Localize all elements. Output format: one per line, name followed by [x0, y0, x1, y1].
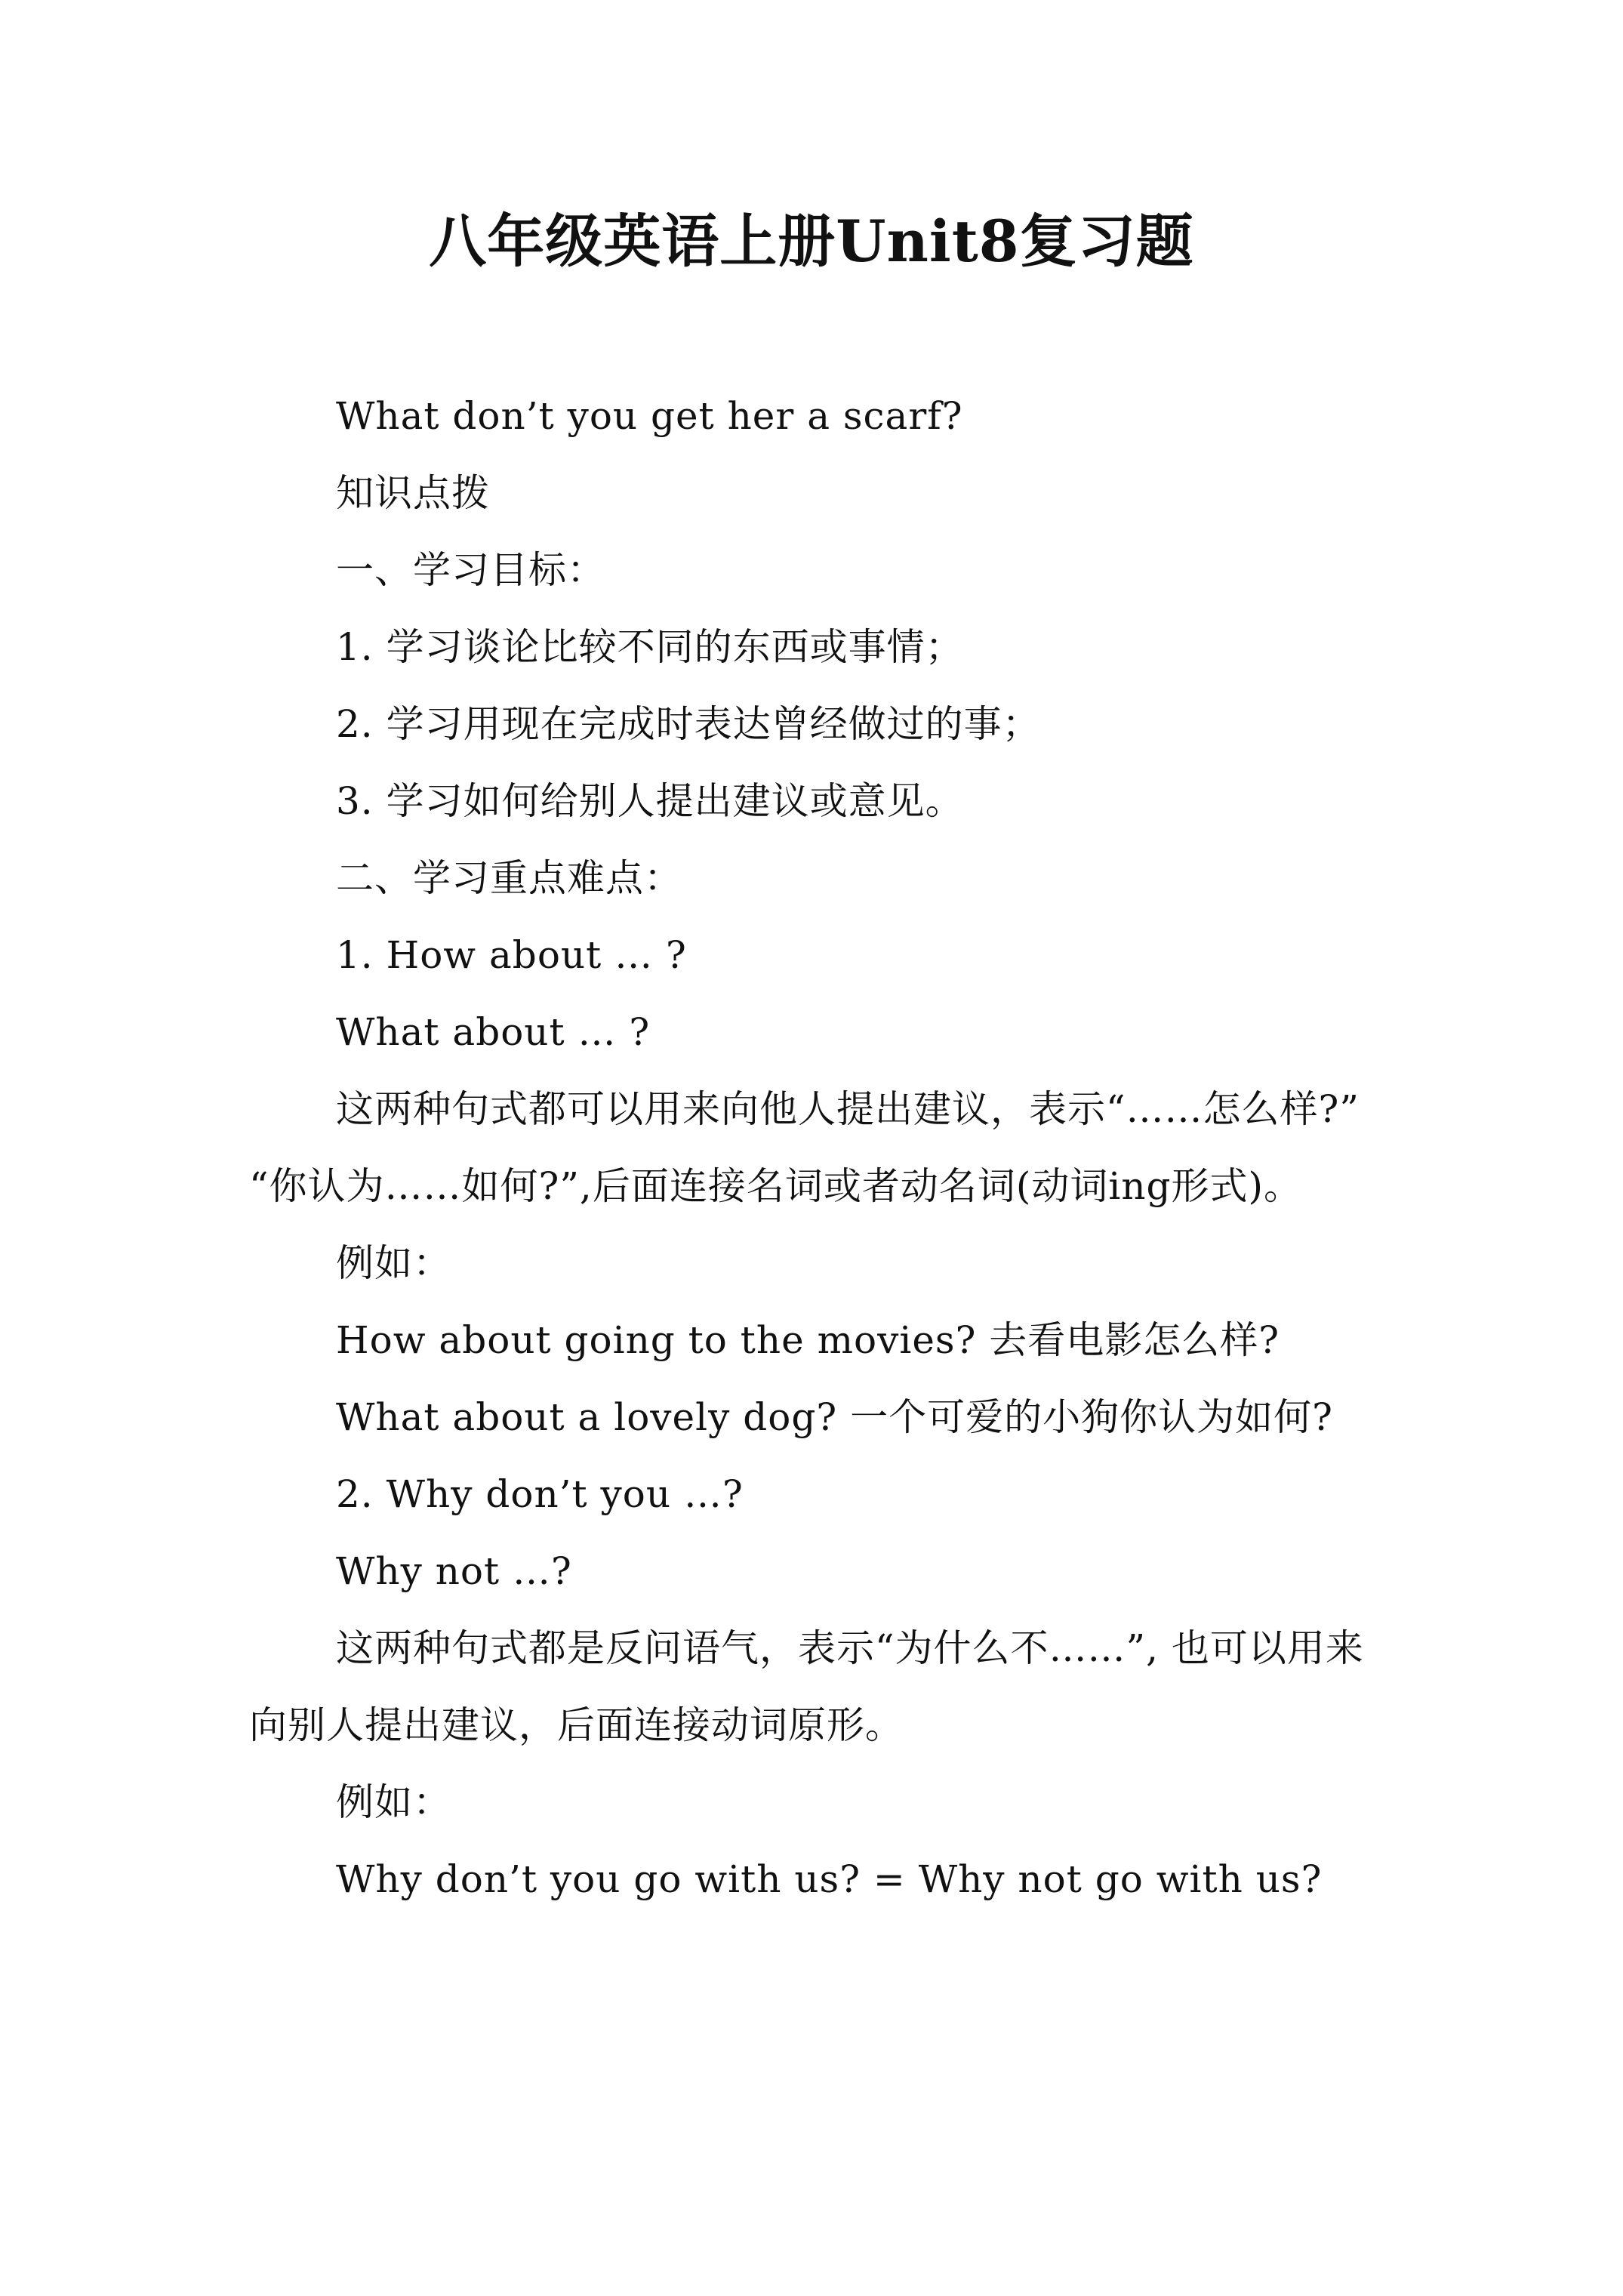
example-sentence: Why don’t you go with us? = Why not go with us? — [336, 1857, 1323, 1901]
list-item: 2. 学习用现在完成时表达曾经做过的事； — [336, 702, 1041, 746]
paragraph: 这两种句式都可以用来向他人提出建议，表示“……怎么样?” “你认为……如何?”,后面连接名词或者动名词(动词ing形式)。 — [249, 1087, 1360, 1208]
document-title: 八年级英语上册Unit8复习题 — [429, 208, 1194, 275]
list-item: 1. 学习谈论比较不同的东西或事情； — [336, 625, 964, 669]
paragraph: Why not …? — [336, 1549, 572, 1593]
example-label: 例如： — [336, 1241, 451, 1285]
list-item: 3. 学习如何给别人提出建议或意见。 — [336, 779, 964, 823]
paragraph: 这两种句式都是反问语气，表示“为什么不……”, 也可以用来向别人提出建议，后面连接动词原形。 — [249, 1626, 1364, 1747]
example-sentence: What about a lovely dog? 一个可爱的小狗你认为如何? — [336, 1395, 1333, 1439]
section-label: 知识点拨 — [336, 471, 490, 515]
paragraph: What about … ? — [336, 1010, 651, 1054]
section-heading: 一、学习目标： — [336, 548, 605, 592]
document-body — [249, 378, 1381, 1918]
section-heading: 二、学习重点难点： — [336, 856, 682, 900]
example-sentence: How about going to the movies? 去看电影怎么样? — [336, 1318, 1280, 1362]
example-label: 例如： — [336, 1780, 451, 1824]
list-item: 1. How about … ? — [336, 933, 687, 977]
list-item: 2. Why don’t you …? — [336, 1472, 744, 1516]
paragraph: What don’t you get her a scarf? — [336, 394, 963, 438]
